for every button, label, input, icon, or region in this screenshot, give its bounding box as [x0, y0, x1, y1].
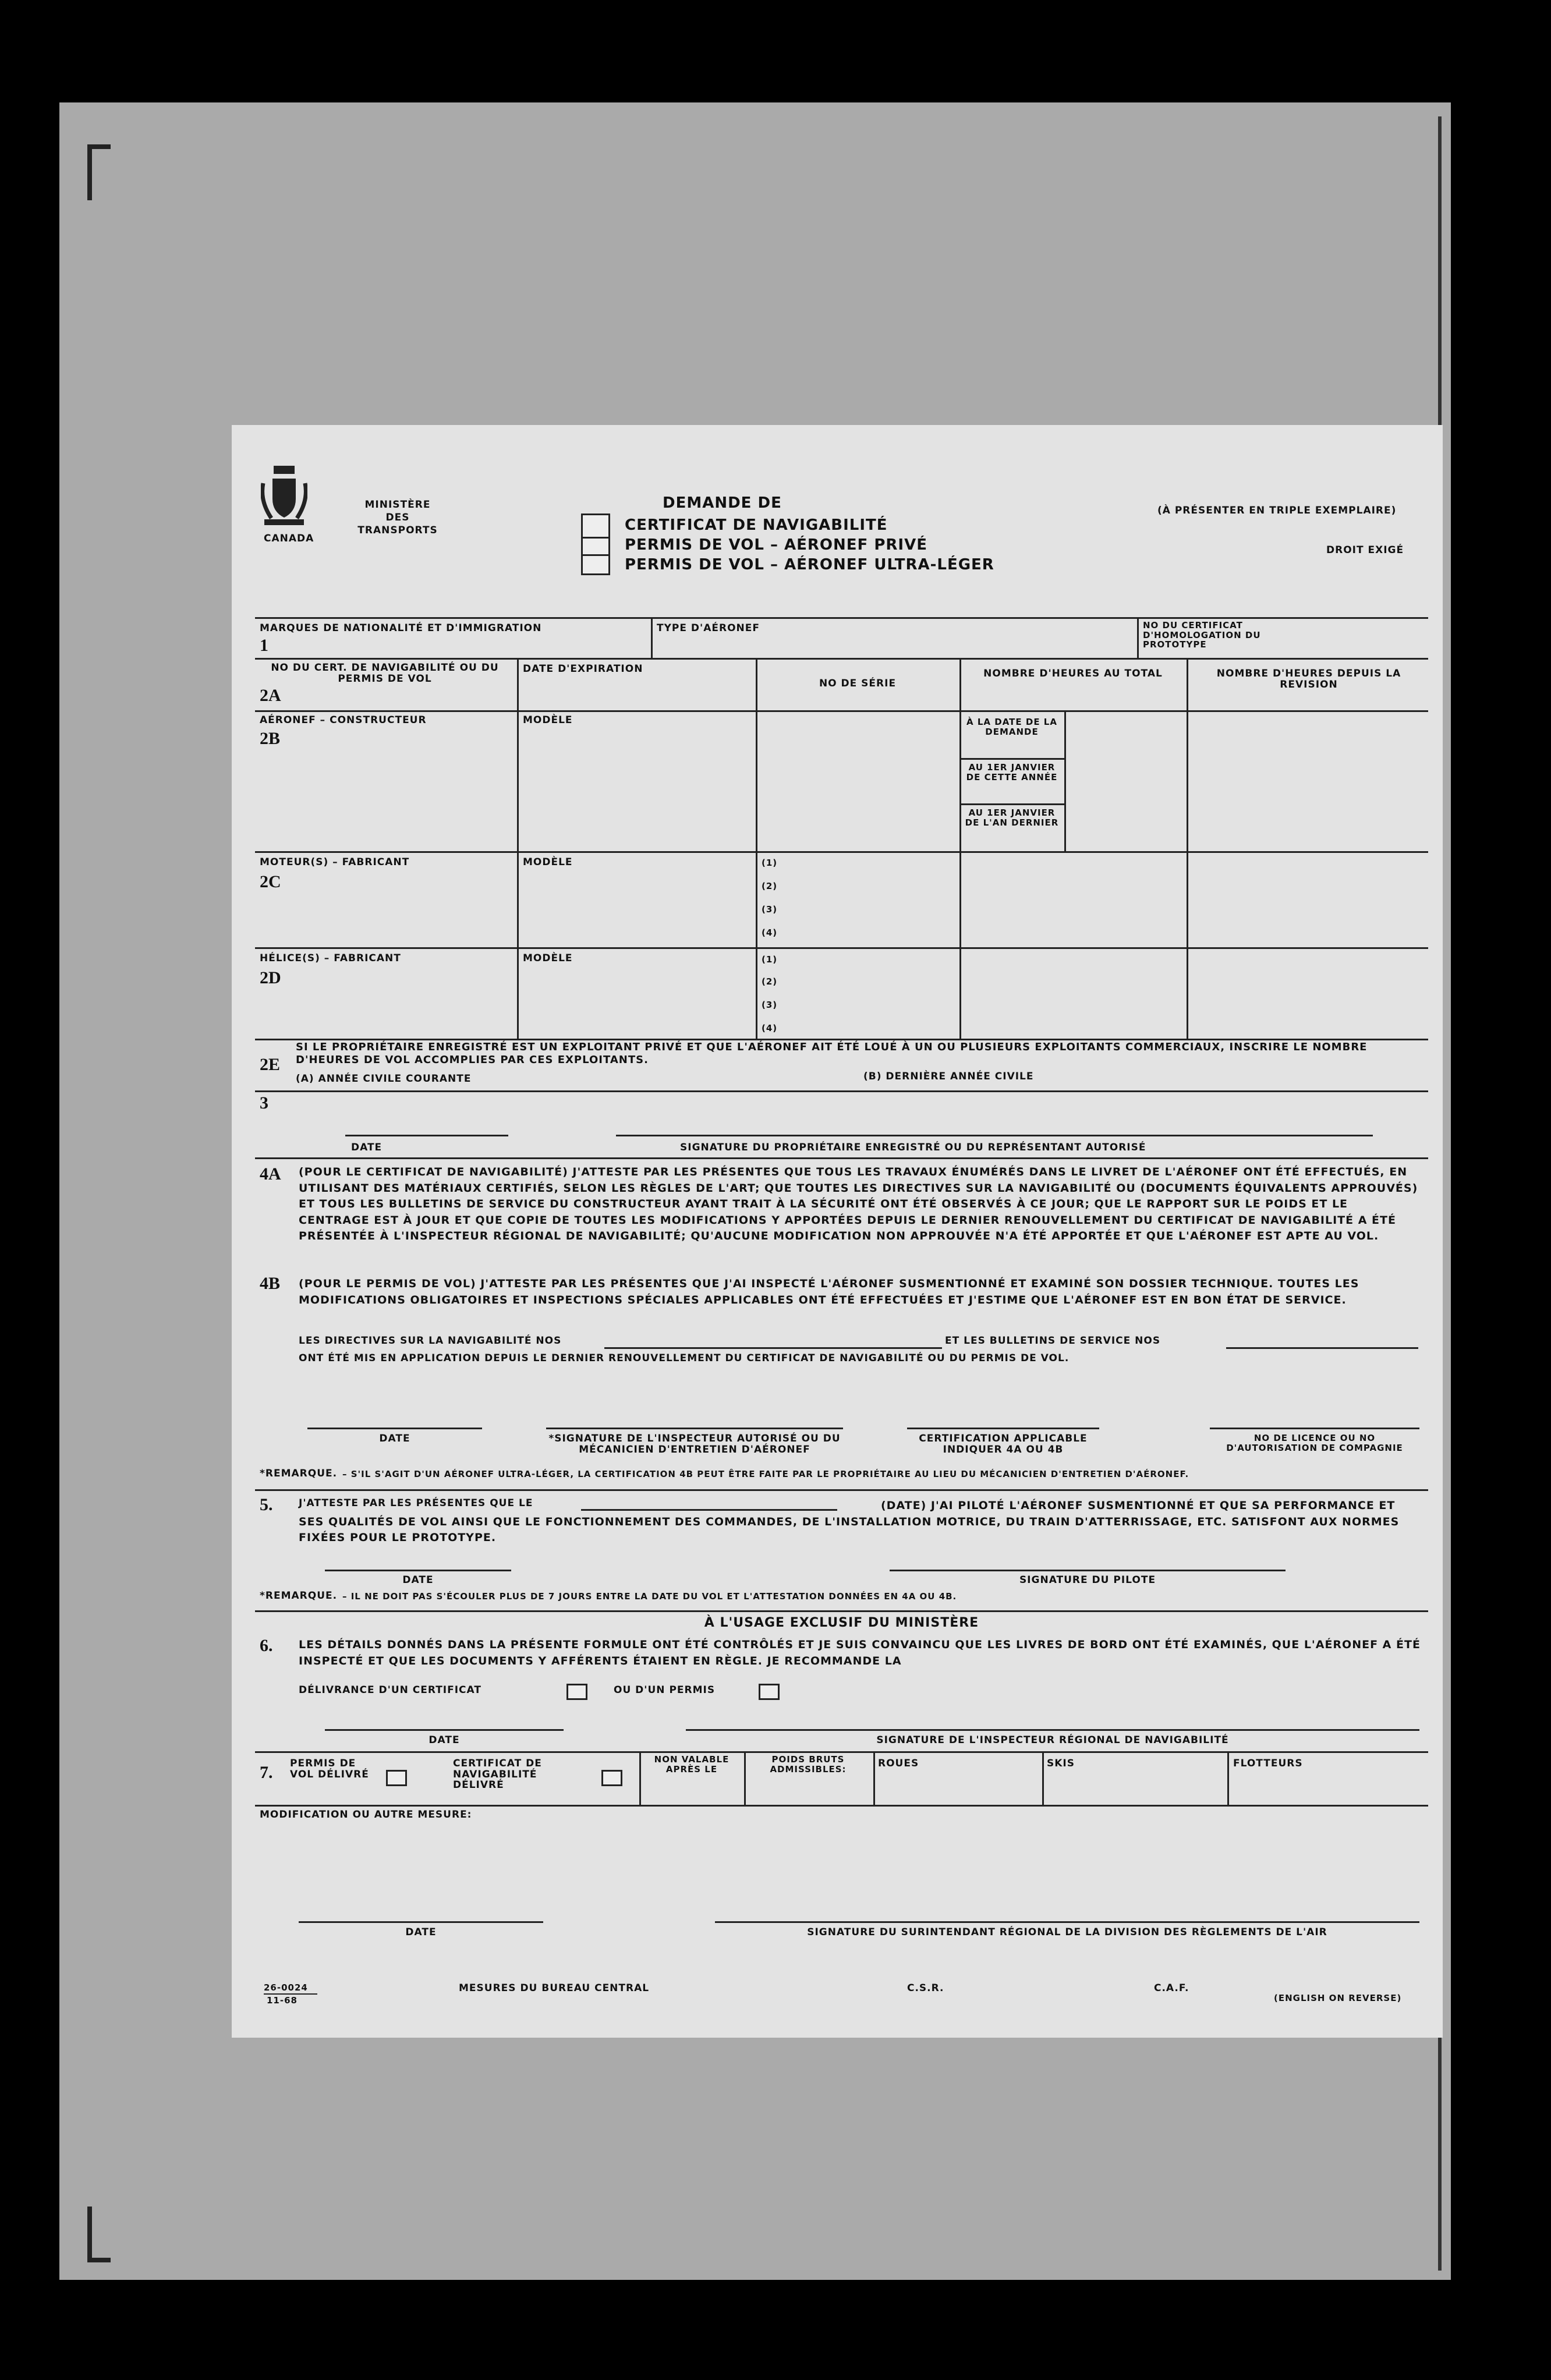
ministry-use-title: À L'USAGE EXCLUSIF DU MINISTÈRE: [704, 1616, 979, 1630]
rule: [255, 1090, 1428, 1092]
recommend-certificat-checkbox[interactable]: [566, 1684, 587, 1700]
date-label: DATE: [402, 1574, 434, 1586]
signature-line: [890, 1570, 1286, 1571]
flotteurs-label: FLOTTEURS: [1233, 1758, 1303, 1769]
owner-signature-label: SIGNATURE DU PROPRIÉTAIRE ENREGISTRÉ OU DU REPRÉSENTANT AUTORISÉ: [680, 1142, 1146, 1153]
regional-inspector-signature-label: SIGNATURE DE L'INSPECTEUR RÉGIONAL DE NAVIGABILITÉ: [876, 1734, 1229, 1746]
poids-bruts-label: POIDS BRUTS ADMISSIBLES:: [770, 1754, 847, 1775]
attestation-5-text: (DATE) J'AI PILOTÉ L'AÉRONEF SUSMENTIONNÉ ET QUE SA PERFORMANCE ET SES QUALITÉS DE VOL AINSI QUE LE FONCTIONNEMENT DES COMMANDES, DE L'INSTALLATION MOTRICE, DU TRAIN D'ATTERRISSAGE, ETC. SATISFONT AUX NORMES FIXÉES POUR LE PROTOTYPE.: [299, 1499, 1400, 1545]
signature-line: [307, 1428, 482, 1429]
certification-applicable-label: CERTIFICATION APPLICABLE INDIQUER 4A OU 4B: [919, 1433, 1088, 1455]
option-permis-prive: PERMIS DE VOL – AÉRONEF PRIVÉ: [625, 536, 927, 554]
crop-mark-bl: [87, 2207, 92, 2262]
rule: [959, 803, 1064, 805]
section-number: 1: [260, 636, 268, 655]
section-number: 2D: [260, 968, 281, 987]
rule: [959, 758, 1064, 760]
section-number: 4B: [260, 1274, 281, 1293]
serie-label: NO DE SÉRIE: [819, 678, 897, 689]
directives-field[interactable]: [604, 1347, 942, 1349]
modele-label: MODÈLE: [523, 952, 573, 964]
skis-label: SKIS: [1047, 1758, 1075, 1769]
rule: [1187, 658, 1188, 1039]
option-certificat: CERTIFICAT DE NAVIGABILITÉ: [625, 516, 888, 534]
helices-label: HÉLICE(S) – FABRICANT: [260, 952, 401, 964]
section-number: 5.: [260, 1495, 273, 1514]
rule: [517, 658, 519, 1039]
signature-line: [686, 1729, 1419, 1731]
date-label: DATE: [429, 1734, 460, 1746]
attestation-4b-text: (POUR LE PERMIS DE VOL) J'ATTESTE PAR LES PRÉSENTES QUE J'AI INSPECTÉ L'AÉRONEF SUSMENTIONNÉ ET EXAMINÉ SON DOSSIER TECHNIQUE. TOUTES LES MODIFICATIONS OBLIGATOIRES ET INSPECTIONS SPÉCIALES APPLICABLES ONT ÉTÉ EFFECTUÉES ET J'ESTIME QUE L'AÉRONEF EST EN BON ÉTAT DE SERVICE.: [299, 1277, 1359, 1306]
rule: [255, 1805, 1428, 1807]
heures-revision-label: NOMBRE D'HEURES DEPUIS LA REVISION: [1216, 668, 1401, 690]
application-form: [232, 425, 1443, 2038]
remarque-text: – IL NE DOIT PAS S'ÉCOULER PLUS DE 7 JOURS ENTRE LA DATE DU VOL ET L'ATTESTATION DONNÉES EN 4A OU 4B.: [342, 1591, 957, 1602]
delivrance-certificat-label: DÉLIVRANCE D'UN CERTIFICAT: [299, 1684, 481, 1696]
droit-exige: DROIT EXIGÉ: [1326, 544, 1404, 556]
rule: [1042, 1751, 1044, 1805]
homologation-label: NO DU CERTIFICAT D'HOMOLOGATION DU PROTOTYPE: [1143, 620, 1261, 650]
derniere-annee-label: (B) DERNIÈRE ANNÉE CIVILE: [863, 1071, 1034, 1082]
rule: [255, 1751, 1428, 1753]
item-number: (1): [762, 954, 778, 965]
expiration-label: DATE D'EXPIRATION: [523, 663, 643, 675]
non-valable-label: NON VALABLE APRÈS LE: [654, 1754, 730, 1775]
ministry-line-2: DES: [385, 512, 410, 523]
crop-mark-tl-h: [87, 144, 111, 149]
signature-line: [907, 1428, 1099, 1429]
ministry-line-3: TRANSPORTS: [357, 525, 438, 536]
heures-total-label: NOMBRE D'HEURES AU TOTAL: [983, 668, 1163, 679]
date-demande-label: À LA DATE DE LA DEMANDE: [966, 717, 1057, 737]
directives-label: LES DIRECTIVES SUR LA NAVIGABILITÉ NOS: [299, 1335, 562, 1347]
modele-label: MODÈLE: [523, 856, 573, 868]
signature-line: [1210, 1428, 1419, 1429]
date-label: DATE: [379, 1433, 410, 1444]
demande-title: DEMANDE DE: [663, 494, 782, 512]
crop-mark-bl-h: [87, 2258, 111, 2262]
remarque-label: *REMARQUE.: [260, 1468, 338, 1479]
item-number: (3): [762, 1000, 778, 1010]
rule: [873, 1751, 875, 1805]
signature-line: [345, 1135, 508, 1136]
rule: [1137, 617, 1139, 658]
janvier-cette-annee-label: AU 1ER JANVIER DE CETTE ANNÉE: [966, 762, 1058, 782]
option-permis-ultra: PERMIS DE VOL – AÉRONEF ULTRA-LÉGER: [625, 556, 994, 573]
signature-line: [299, 1921, 543, 1923]
rule: [255, 1039, 1428, 1040]
signature-line: [546, 1428, 843, 1429]
marques-label: MARQUES DE NATIONALITÉ ET D'IMMIGRATION: [260, 622, 542, 634]
section-number: 2C: [260, 872, 281, 891]
caf-label: C.A.F.: [1154, 1982, 1189, 1994]
rule: [651, 617, 653, 658]
ministry-line-1: MINISTÈRE: [364, 499, 431, 511]
attestation-5-start: J'ATTESTE PAR LES PRÉSENTES QUE LE: [299, 1497, 533, 1509]
section-number: 3: [260, 1093, 268, 1113]
section-number: 7.: [260, 1763, 273, 1782]
cert-no-label: NO DU CERT. DE NAVIGABILITÉ OU DU PERMIS DE VOL: [271, 662, 499, 685]
item-number: (1): [762, 858, 778, 868]
signature-line: [616, 1135, 1373, 1136]
certificat-delivre-label: CERTIFICAT DE NAVIGABILITÉ DÉLIVRÉ: [453, 1758, 542, 1791]
rule: [1064, 710, 1066, 851]
superintendent-signature-label: SIGNATURE DU SURINTENDANT RÉGIONAL DE LA DIVISION DES RÈGLEMENTS DE L'AIR: [807, 1926, 1327, 1938]
permis-delivre-label: PERMIS DE VOL DÉLIVRÉ: [290, 1758, 369, 1780]
annee-courante-label: (A) ANNÉE CIVILE COURANTE: [296, 1073, 472, 1085]
rule: [255, 1610, 1428, 1612]
bulletins-field[interactable]: [1226, 1347, 1418, 1349]
country-label: CANADA: [264, 533, 314, 544]
section-number: 2A: [260, 686, 281, 705]
signature-line: [325, 1729, 564, 1731]
remarque-text: – S'IL S'AGIT D'UN AÉRONEF ULTRA-LÉGER, LA CERTIFICATION 4B PEUT ÊTRE FAITE PAR LE PROPRIÉTAIRE AU LIEU DU MÉCANICIEN D'ENTRETIEN D'AÉRONEF.: [342, 1469, 1189, 1479]
date-label: DATE: [351, 1142, 383, 1153]
triplicate-note: (À PRÉSENTER EN TRIPLE EXEMPLAIRE): [1157, 505, 1397, 516]
inspector-signature-label: *SIGNATURE DE L'INSPECTEUR AUTORISÉ OU DU MÉCANICIEN D'ENTRETIEN D'AÉRONEF: [548, 1433, 841, 1455]
rule: [744, 1751, 746, 1805]
janvier-an-dernier-label: AU 1ER JANVIER DE L'AN DERNIER: [965, 808, 1059, 828]
rule: [255, 947, 1428, 949]
coat-of-arms-icon: [261, 466, 307, 530]
crop-mark-tl: [87, 144, 92, 200]
section-number: 2E: [260, 1055, 281, 1074]
item-number: (3): [762, 904, 778, 915]
rule: [639, 1751, 641, 1805]
item-number: (2): [762, 976, 778, 987]
bulletins-label: ET LES BULLETINS DE SERVICE NOS: [945, 1335, 1161, 1347]
attestation-4a-text: (POUR LE CERTIFICAT DE NAVIGABILITÉ) J'ATTESTE PAR LES PRÉSENTES QUE TOUS LES TRAVAUX ÉNUMÉRÉS DANS LE LIVRET DE L'AÉRONEF ONT ÉTÉ EFFECTUÉS, EN UTILISANT DES MATÉRIAUX CERTIFIÉS, SELON LES RÈGLES DE L'ART; QUE TOUTES LES DIRECTIVES SUR LA NAVIGABILITÉ OU (DOCUMENTS ÉQUIVALENTS APPROUVÉS) ET TOUS LES BULLETINS DE SERVICE DU CONSTRUCTEUR AYANT TRAIT À LA SÉCURITÉ ONT ÉTÉ OBSERVÉS À CE JOUR; QUE LE RAPPORT SUR LE POIDS ET LE CENTRAGE EST À JOUR ET QUE COPIE DE TOUTES LES MODIFICATIONS Y APPORTÉES DEPUIS LE DERNIER RENOUVELLEMENT DU CERTIFICAT DE NAVIGABILITÉ A ÉTÉ PRÉSENTÉE À L'INSPECTEUR RÉGIONAL DE NAVIGABILITÉ; QU'AUCUNE MODIFICATION NON APPROUVÉE N'A ÉTÉ APPORTÉE ET QUE L'AÉRONEF EST APTE AU VOL.: [299, 1166, 1418, 1243]
rule: [959, 658, 961, 1039]
pilot-signature-label: SIGNATURE DU PILOTE: [1019, 1574, 1156, 1586]
section-number: 6.: [260, 1636, 273, 1655]
signature-line: [715, 1921, 1419, 1923]
form-number: 26-0024: [264, 1982, 308, 1993]
rule: [1227, 1751, 1229, 1805]
section-number: 2B: [260, 729, 281, 748]
rule: [255, 851, 1428, 853]
mesures-label: MESURES DU BUREAU CENTRAL: [459, 1982, 650, 1994]
option-checkbox-certificat[interactable]: [581, 513, 610, 539]
section-number: 4A: [260, 1164, 281, 1184]
item-number: (4): [762, 1023, 778, 1033]
aeronef-constructeur-label: AÉRONEF – CONSTRUCTEUR: [260, 714, 427, 726]
mis-en-application-text: ONT ÉTÉ MIS EN APPLICATION DEPUIS LE DERNIER RENOUVELLEMENT DU CERTIFICAT DE NAVIGABILITÉ OU DU PERMIS DE VOL.: [299, 1352, 1070, 1364]
english-reverse-note: (ENGLISH ON REVERSE): [1274, 1993, 1402, 2003]
item-number: (4): [762, 927, 778, 938]
hours-commercial-text: SI LE PROPRIÉTAIRE ENREGISTRÉ EST UN EXPLOITANT PRIVÉ ET QUE L'AÉRONEF AIT ÉTÉ LOUÉ À UN OU PLUSIEURS EXPLOITANTS COMMERCIAUX, INSCRIRE LE NOMBRE D'HEURES DE VOL ACCOMPLIES PAR CES EXPLOITANTS.: [296, 1041, 1368, 1066]
date-label: DATE: [405, 1926, 437, 1938]
rule: [255, 617, 1428, 619]
rule: [255, 658, 1428, 660]
csr-label: C.S.R.: [907, 1982, 944, 1994]
attestation-6-text: LES DÉTAILS DONNÉS DANS LA PRÉSENTE FORMULE ONT ÉTÉ CONTRÔLÉS ET JE SUIS CONVAINCU QUE LES LIVRES DE BORD ONT ÉTÉ EXAMINÉS, QUE L'AÉRONEF A ÉTÉ INSPECTÉ ET QUE LES DOCUMENTS Y AFFÉRENTS ÉTAIENT EN RÈGLE. JE RECOMMANDE LA: [299, 1638, 1421, 1667]
ou-permis-label: OU D'UN PERMIS: [614, 1684, 716, 1696]
modification-label: MODIFICATION OU AUTRE MESURE:: [260, 1809, 472, 1821]
moteurs-label: MOTEUR(S) – FABRICANT: [260, 856, 410, 868]
option-checkbox-permis-ultra[interactable]: [581, 554, 610, 575]
rule: [264, 1993, 317, 1995]
item-number: (2): [762, 881, 778, 891]
recommend-permis-checkbox[interactable]: [759, 1684, 780, 1700]
roues-label: ROUES: [878, 1758, 919, 1769]
form-date: 11-68: [267, 1995, 298, 2006]
licence-number-label: NO DE LICENCE OU NO D'AUTORISATION DE COMPAGNIE: [1226, 1433, 1403, 1453]
certificat-delivre-checkbox[interactable]: [601, 1770, 622, 1786]
remarque-label: *REMARQUE.: [260, 1590, 338, 1602]
rule: [255, 710, 1428, 712]
modele-label: MODÈLE: [523, 714, 573, 726]
type-label: TYPE D'AÉRONEF: [657, 622, 760, 634]
option-checkbox-permis-prive[interactable]: [581, 537, 610, 557]
rule: [756, 658, 757, 1039]
permis-delivre-checkbox[interactable]: [386, 1770, 407, 1786]
signature-line: [325, 1570, 511, 1571]
rule: [255, 1157, 1428, 1159]
rule: [255, 1489, 1428, 1491]
